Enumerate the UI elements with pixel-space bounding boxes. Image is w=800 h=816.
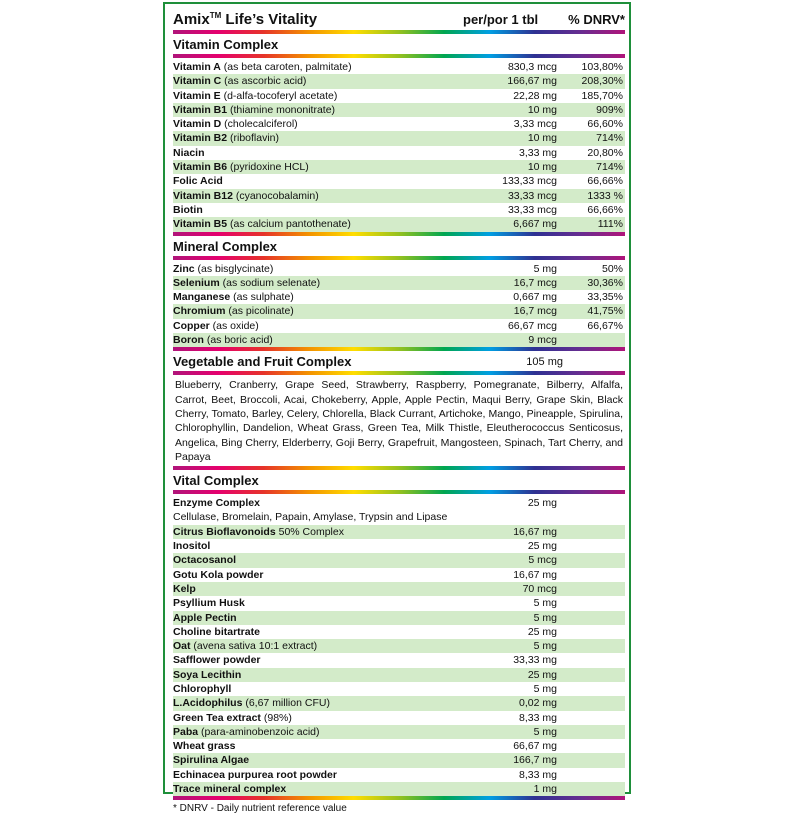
nutrient-name: Safflower powder <box>173 654 261 667</box>
amount-value: 16,7 mcg <box>513 305 557 318</box>
amount-value: 8,33 mg <box>519 711 557 724</box>
table-row <box>173 131 625 145</box>
product-title: Amix™ Life’s Vitality <box>173 10 318 28</box>
amount-value: 10 mg <box>527 161 557 174</box>
amount-value: 166,67 mg <box>507 75 557 88</box>
table-row <box>173 711 625 725</box>
nutrient-name: Vitamin B5 (as calcium pantothenate) <box>173 218 351 231</box>
vital-list <box>173 496 625 796</box>
per-serving-label: per/por 1 tbl <box>463 11 539 27</box>
section-title-vitamin: Vitamin Complex <box>173 37 279 52</box>
rainbow-divider <box>173 347 625 351</box>
amount-value: 5 mg <box>533 262 557 275</box>
amount-value: 22,28 mg <box>513 89 557 102</box>
amount-value: 5 mg <box>533 597 557 610</box>
nutrient-name: Spirulina Algae <box>173 754 250 767</box>
nutrient-name: Oat (avena sativa 10:1 extract) <box>173 640 318 653</box>
amount-value: 5 mg <box>533 725 557 738</box>
amount-value: 6,667 mg <box>513 218 557 231</box>
amount-value: 10 mg <box>527 132 557 145</box>
table-row <box>173 768 625 782</box>
amount-value: 0,02 mg <box>519 697 557 710</box>
table-row <box>173 596 625 610</box>
table-row <box>173 582 625 596</box>
table-row <box>173 74 625 88</box>
section-title-mineral: Mineral Complex <box>173 238 278 254</box>
amount-value: 16,7 mcg <box>513 276 557 289</box>
dnrv-value: 66,60% <box>587 118 623 131</box>
nutrient-name: Psyllium Husk <box>173 597 245 610</box>
rainbow-divider <box>173 490 625 494</box>
rainbow-divider <box>173 371 625 375</box>
nutrient-name: Octacosanol <box>173 554 237 567</box>
amount-value: 133,33 mcg <box>502 175 557 188</box>
amount-value: 66,67 mg <box>513 740 557 753</box>
dnrv-value: 208,30% <box>581 75 623 88</box>
nutrient-name: Kelp <box>173 582 196 595</box>
vegfruit-ingredients: Blueberry, Cranberry, Grape Seed, Strawberry, Raspberry, Pomegranate, Bilberry, Alfalfa, Carrot, Beet, Broccoli, Acai, Chokeberry, Apple, Apple Pectin, Maqui Berry, Grape Skin, Black Cherry, Tomato, Barley, Celery, Chlorella, Black Currant, Artichoke, Mango, Pineapple, Spirulina, Chlorophyllin, Dandelion, Wheat Grass, Green Tea, Milk Thistle, Eleutherococcus Senticosus, Angelica, Bing Cherry, Elderberry, Goji Berry, Grapefruit, Mangosteen, Spinach, Tart Cherry, and Papaya <box>175 379 623 463</box>
vitamin-list <box>173 60 625 232</box>
dnrv-label: % DNRV* <box>568 11 625 27</box>
table-row <box>173 146 625 160</box>
amount-value: 1 mg <box>533 783 557 796</box>
nutrient-name: Paba (para-aminobenzoic acid) <box>173 725 320 738</box>
nutrient-name: Vitamin B1 (thiamine mononitrate) <box>173 103 336 116</box>
dnrv-value: 66,67% <box>587 319 623 332</box>
table-row <box>173 496 625 510</box>
panel-header <box>173 8 625 30</box>
table-row <box>173 89 625 103</box>
amount-value: 3,33 mcg <box>513 118 557 131</box>
section-title-vegfruit: Vegetable and Fruit Complex 105 mg <box>173 354 563 370</box>
nutrient-name: Soya Lecithin <box>173 668 242 681</box>
amount-value: 5 mcg <box>528 554 557 567</box>
nutrient-name: Echinacea purpurea root powder <box>173 768 337 781</box>
nutrient-name: Zinc (as bisglycinate) <box>173 262 274 275</box>
supplement-facts-panel <box>163 2 631 815</box>
nutrient-name: Boron (as boric acid) <box>173 334 273 347</box>
nutrient-name: Chlorophyll <box>173 682 232 695</box>
table-row <box>173 319 625 333</box>
nutrient-name: Green Tea extract (98%) <box>173 711 292 724</box>
amount-value: 5 mg <box>533 611 557 624</box>
table-row <box>173 568 625 582</box>
table-row <box>173 60 625 74</box>
mineral-list <box>173 262 625 348</box>
table-row <box>173 103 625 117</box>
nutrient-name: Copper (as oxide) <box>173 319 259 332</box>
amount-value: 10 mg <box>527 103 557 116</box>
table-row <box>173 739 625 753</box>
footnote: * DNRV - Daily nutrient reference value <box>173 803 347 815</box>
nutrient-name: Apple Pectin <box>173 611 237 624</box>
amount-value: 25 mg <box>527 540 557 553</box>
dnrv-value: 714% <box>596 161 623 174</box>
dnrv-value: 103,80% <box>581 61 623 73</box>
nutrient-name: Vitamin B6 (pyridoxine HCL) <box>173 161 309 174</box>
rainbow-divider <box>173 466 625 470</box>
amount-value: 33,33 mcg <box>507 203 557 216</box>
table-row <box>173 117 625 131</box>
rainbow-divider <box>173 256 625 260</box>
amount-value: 25 mg <box>527 668 557 681</box>
amount-value: 9 mcg <box>528 334 557 347</box>
nutrient-name: L.Acidophilus (6,67 million CFU) <box>173 697 330 710</box>
dnrv-value: 714% <box>596 132 623 145</box>
table-row <box>173 782 625 796</box>
nutrient-name: Enzyme Complex <box>173 497 260 510</box>
amount-value: 3,33 mg <box>519 146 557 159</box>
dnrv-value <box>557 333 623 347</box>
table-row <box>173 753 625 767</box>
nutrient-name: Manganese (as sulphate) <box>173 291 294 304</box>
table-row <box>173 304 625 318</box>
amount-value: 0,667 mg <box>513 291 557 304</box>
nutrient-name: Citrus Bioflavonoids 50% Complex <box>173 525 344 538</box>
nutrient-name: Trace mineral complex <box>173 783 287 796</box>
table-row <box>173 262 625 276</box>
nutrient-name: Folic Acid <box>173 175 223 188</box>
table-row <box>173 276 625 290</box>
nutrient-name: Vitamin D (cholecalciferol) <box>173 118 298 131</box>
dnrv-value: 50% <box>601 262 623 275</box>
dnrv-value: 185,70% <box>581 89 623 102</box>
table-row <box>173 217 625 231</box>
table-row <box>173 539 625 553</box>
amount-value: 25 mg <box>527 497 557 510</box>
table-row <box>173 333 625 347</box>
amount-value: 5 mg <box>533 640 557 653</box>
panel-content <box>173 8 625 816</box>
dnrv-value: 1333 % <box>587 189 623 202</box>
dnrv-value: 30,36% <box>587 276 623 289</box>
table-row <box>173 553 625 567</box>
nutrient-name: Selenium (as sodium selenate) <box>173 276 321 289</box>
nutrient-name: Vitamin B2 (riboflavin) <box>173 132 280 145</box>
nutrient-name: Inositol <box>173 540 211 553</box>
dnrv-value: 909% <box>596 103 623 116</box>
table-row <box>173 696 625 710</box>
dnrv-value: 66,66% <box>587 175 623 188</box>
amount-value: 8,33 mg <box>519 768 557 781</box>
amount-value: 166,7 mg <box>513 754 557 767</box>
dnrv-value: 41,75% <box>587 305 623 318</box>
nutrient-name: Vitamin E (d-alfa-tocoferyl acetate) <box>173 89 338 102</box>
table-row <box>173 653 625 667</box>
amount-value: 16,67 mg <box>513 525 557 538</box>
table-row <box>173 160 625 174</box>
nutrient-name: Choline bitartrate <box>173 625 260 638</box>
table-row <box>173 725 625 739</box>
nutrient-name: Vitamin A (as beta caroten, palmitate) <box>173 61 352 73</box>
table-row <box>173 174 625 188</box>
table-row <box>173 290 625 304</box>
rainbow-divider <box>173 54 625 58</box>
table-row <box>173 639 625 653</box>
table-row <box>173 525 625 539</box>
nutrient-name: Wheat grass <box>173 740 236 753</box>
nutrient-name: Vitamin C (as ascorbic acid) <box>173 75 307 88</box>
amount-value: 33,33 mcg <box>507 189 557 202</box>
table-row <box>173 668 625 682</box>
table-row <box>173 203 625 217</box>
amount-value: 830,3 mcg <box>507 61 557 73</box>
table-row <box>173 189 625 203</box>
table-row <box>173 682 625 696</box>
amount-value: 5 mg <box>533 682 557 695</box>
rainbow-divider <box>173 30 625 34</box>
nutrient-name: Niacin <box>173 146 205 159</box>
rainbow-divider <box>173 232 625 236</box>
amount-value: 66,67 mcg <box>507 319 557 332</box>
amount-value: 25 mg <box>527 625 557 638</box>
vegfruit-amount: 105 mg <box>526 356 563 369</box>
enzyme-complex-components: Cellulase, Bromelain, Papain, Amylase, Trypsin and Lipase <box>173 511 448 524</box>
table-row <box>173 625 625 639</box>
table-row <box>173 611 625 625</box>
nutrient-name: Vitamin B12 (cyanocobalamin) <box>173 189 319 202</box>
nutrient-name: Chromium (as picolinate) <box>173 305 294 318</box>
nutrient-name: Gotu Kola powder <box>173 568 264 581</box>
dnrv-value: 66,66% <box>587 203 623 216</box>
dnrv-value: 20,80% <box>587 146 623 159</box>
amount-value: 33,33 mg <box>513 654 557 667</box>
dnrv-value: 33,35% <box>587 291 623 304</box>
section-title-vital: Vital Complex <box>173 473 259 489</box>
amount-value: 70 mcg <box>522 582 557 595</box>
amount-value: 16,67 mg <box>513 568 557 581</box>
dnrv-value: 111% <box>597 218 623 231</box>
nutrient-name: Biotin <box>173 203 203 216</box>
